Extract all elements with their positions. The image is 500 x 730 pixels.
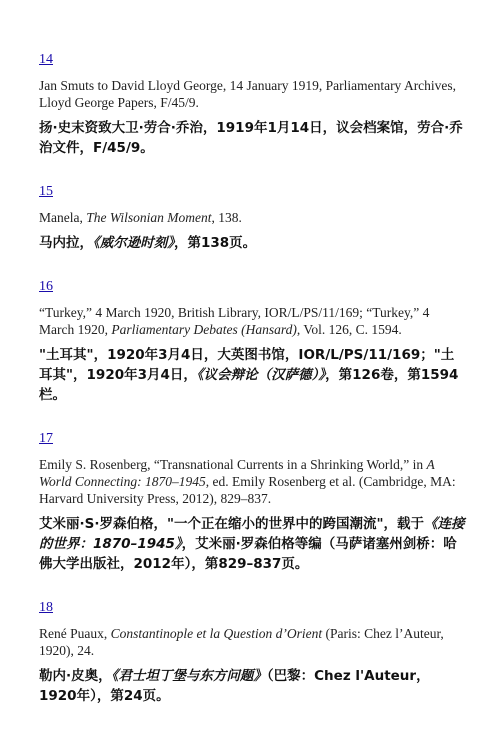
note-number-link[interactable]: 17 — [39, 431, 53, 446]
text-segment: Emily S. Rosenberg, “Transnational Currents in a Shrinking World,” in — [39, 457, 427, 472]
endnote-18 — [39, 598, 467, 706]
text-segment: 勒内·皮奥， — [39, 668, 112, 684]
text-segment: (Paris: Chez l’Auteur, 1920), 24. — [39, 626, 444, 658]
italic-title: The Wilsonian Moment — [86, 210, 212, 225]
italic-title: 《君士坦丁堡与东方问题》 — [111, 668, 267, 684]
note-chinese-text — [39, 514, 467, 574]
italic-title: 《连接的世界：1870–1945》 — [39, 516, 465, 552]
text-segment: “Turkey,” 4 March 1920, British Library, IOR/L/PS/11/169; “Turkey,” 4 March 1920, — [39, 305, 430, 337]
endnote-14 — [39, 50, 467, 158]
text-segment: , ed. Emily Rosenberg et al. (Cambridge, MA: Harvard University Press, 2012), 829–837. — [39, 474, 456, 506]
note-english-text — [39, 77, 467, 111]
endnote-16 — [39, 277, 467, 405]
italic-title: Parliamentary Debates (Hansard) — [111, 322, 297, 337]
text-segment: René Puaux, — [39, 626, 111, 641]
text-segment: 艾米丽·S·罗森伯格，"一个正在缩小的世界中的跨国潮流"，载于 — [39, 516, 425, 532]
italic-title: Constantinople et la Question d’Orient — [110, 626, 323, 641]
text-segment: ，第126卷，第1594栏。 — [39, 367, 459, 403]
note-english-text — [39, 209, 467, 226]
text-segment: ，第138页。 — [174, 235, 257, 251]
endnotes-page — [39, 50, 467, 730]
note-chinese-text — [39, 233, 467, 253]
note-number-link[interactable]: 15 — [39, 184, 53, 199]
text-segment: 马内拉， — [39, 235, 93, 251]
note-number-link[interactable]: 16 — [39, 279, 53, 294]
note-chinese-text — [39, 666, 467, 706]
text-segment: "土耳其"，1920年3月4日，大英图书馆，IOR/L/PS/11/169；"土耳其"，1920年3月4日， — [39, 347, 455, 383]
italic-title: 《议会辩论（汉萨德）》 — [196, 367, 326, 383]
note-english-text — [39, 456, 467, 507]
text-segment: , 138. — [211, 210, 242, 225]
text-segment: , Vol. 126, C. 1594. — [296, 322, 402, 337]
text-segment: （巴黎：Chez l'Auteur，1920年），第24页。 — [39, 668, 430, 704]
italic-title: A World Connecting: 1870–1945 — [39, 457, 435, 489]
endnote-15 — [39, 182, 467, 253]
note-number-link[interactable]: 14 — [39, 52, 53, 67]
note-chinese-text — [39, 345, 467, 405]
text-segment: 扬·史末资致大卫·劳合·乔治，1919年1月14日，议会档案馆，劳合·乔治文件，F/45/9。 — [39, 120, 463, 156]
note-english-text — [39, 304, 467, 338]
note-number-link[interactable]: 18 — [39, 600, 53, 615]
text-segment: Jan Smuts to David Lloyd George, 14 January 1919, Parliamentary Archives, Lloyd George Papers, F/45/9. — [39, 78, 457, 110]
note-chinese-text — [39, 118, 467, 158]
text-segment: Manela, — [39, 210, 87, 225]
italic-title: 《威尔逊时刻》 — [93, 235, 174, 251]
text-segment: ，艾米丽·罗森伯格等编（马萨诸塞州剑桥：哈佛大学出版社，2012年），第829–837页。 — [39, 536, 457, 572]
endnote-17 — [39, 429, 467, 574]
note-english-text — [39, 625, 467, 659]
